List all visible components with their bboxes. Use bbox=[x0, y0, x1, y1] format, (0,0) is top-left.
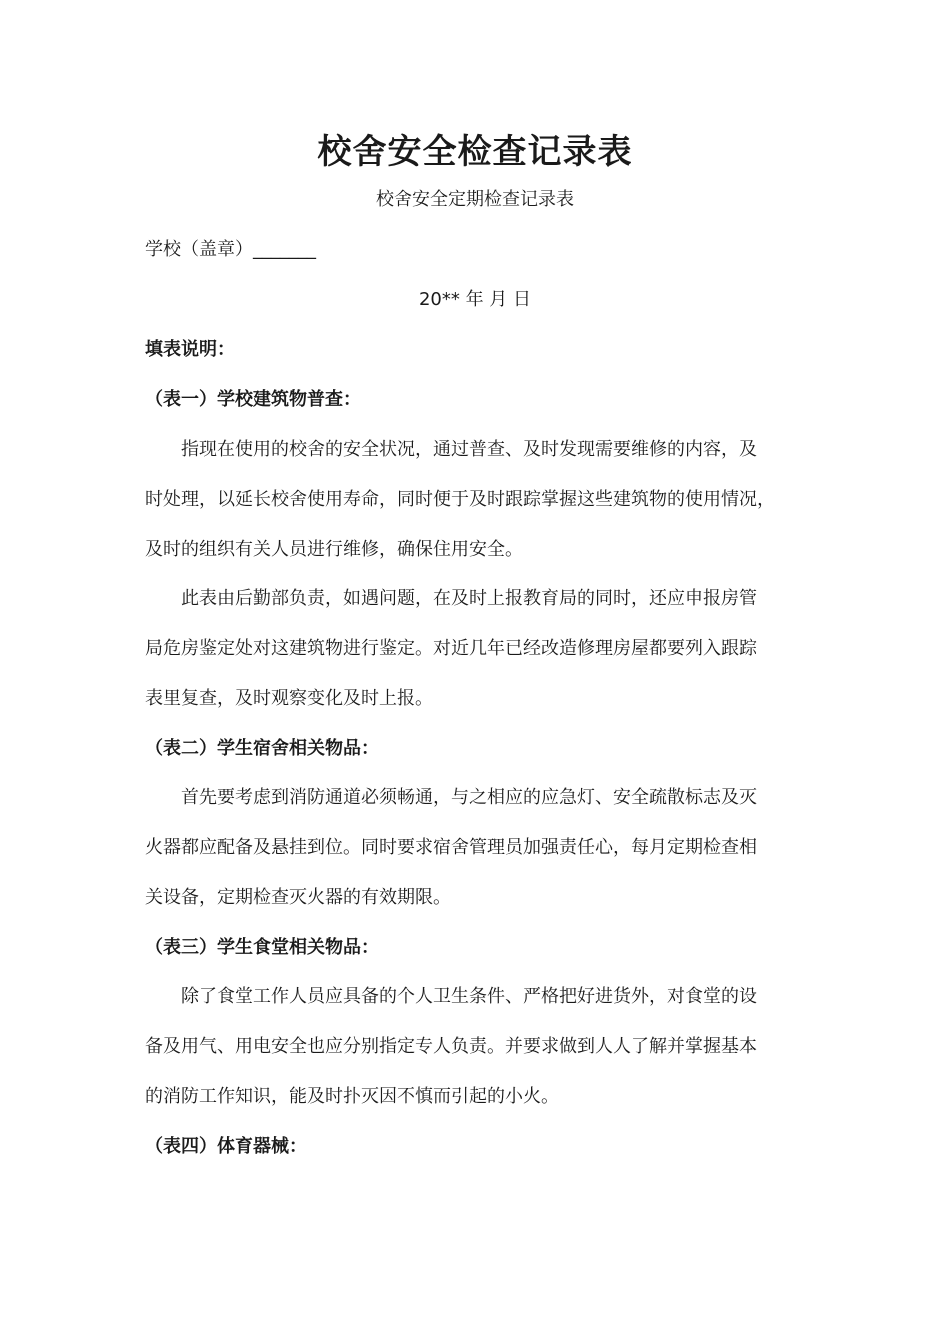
paragraph-line: 及时的组织有关人员进行维修，确保住用安全。 bbox=[145, 539, 523, 560]
section-heading: （表三）学生食堂相关物品： bbox=[145, 937, 379, 958]
paragraph-line: 的消防工作知识，能及时扑灭因不慎而引起的小火。 bbox=[145, 1086, 559, 1107]
paragraph-line: 局危房鉴定处对这建筑物进行鉴定。对近几年已经改造修理房屋都要列入跟踪 bbox=[145, 638, 757, 659]
section-heading: （表四）体育器械： bbox=[145, 1136, 307, 1157]
section-heading: （表一）学校建筑物普查： bbox=[145, 389, 361, 410]
document-subtitle: 校舍安全定期检查记录表 bbox=[376, 189, 574, 210]
paragraph-line: 火器都应配备及悬挂到位。同时要求宿舍管理员加强责任心，每月定期检查相 bbox=[145, 837, 757, 858]
section-paragraph bbox=[145, 773, 835, 923]
section-paragraph bbox=[145, 574, 835, 724]
paragraph-line: 关设备，定期检查灭火器的有效期限。 bbox=[145, 887, 451, 908]
paragraph-line: 除了食堂工作人员应具备的个人卫生条件、严格把好进货外，对食堂的设 bbox=[181, 986, 757, 1007]
paragraph-line: 表里复查，及时观察变化及时上报。 bbox=[145, 688, 433, 709]
section-heading: （表二）学生宿舍相关物品： bbox=[145, 738, 379, 759]
date-line: 20** 年 月 日 bbox=[418, 289, 532, 310]
paragraph-line: 此表由后勤部负责，如遇问题，在及时上报教育局的同时，还应申报房管 bbox=[181, 588, 757, 609]
school-seal-line: 学校（盖章）_______ bbox=[145, 239, 316, 260]
paragraph-line: 指现在使用的校舍的安全状况，通过普查、及时发现需要维修的内容，及 bbox=[181, 439, 757, 460]
paragraph-line: 时处理，以延长校舍使用寿命，同时便于及时跟踪掌握这些建筑物的使用情况， bbox=[145, 489, 775, 510]
instructions-heading: 填表说明： bbox=[145, 339, 235, 360]
paragraph-line: 备及用气、用电安全也应分别指定专人负责。并要求做到人人了解并掌握基本 bbox=[145, 1036, 757, 1057]
section-paragraph bbox=[145, 972, 835, 1122]
document-title: 校舍安全检查记录表 bbox=[317, 132, 633, 172]
section-paragraph bbox=[145, 425, 835, 575]
paragraph-line: 首先要考虑到消防通道必须畅通，与之相应的应急灯、安全疏散标志及灭 bbox=[181, 787, 757, 808]
